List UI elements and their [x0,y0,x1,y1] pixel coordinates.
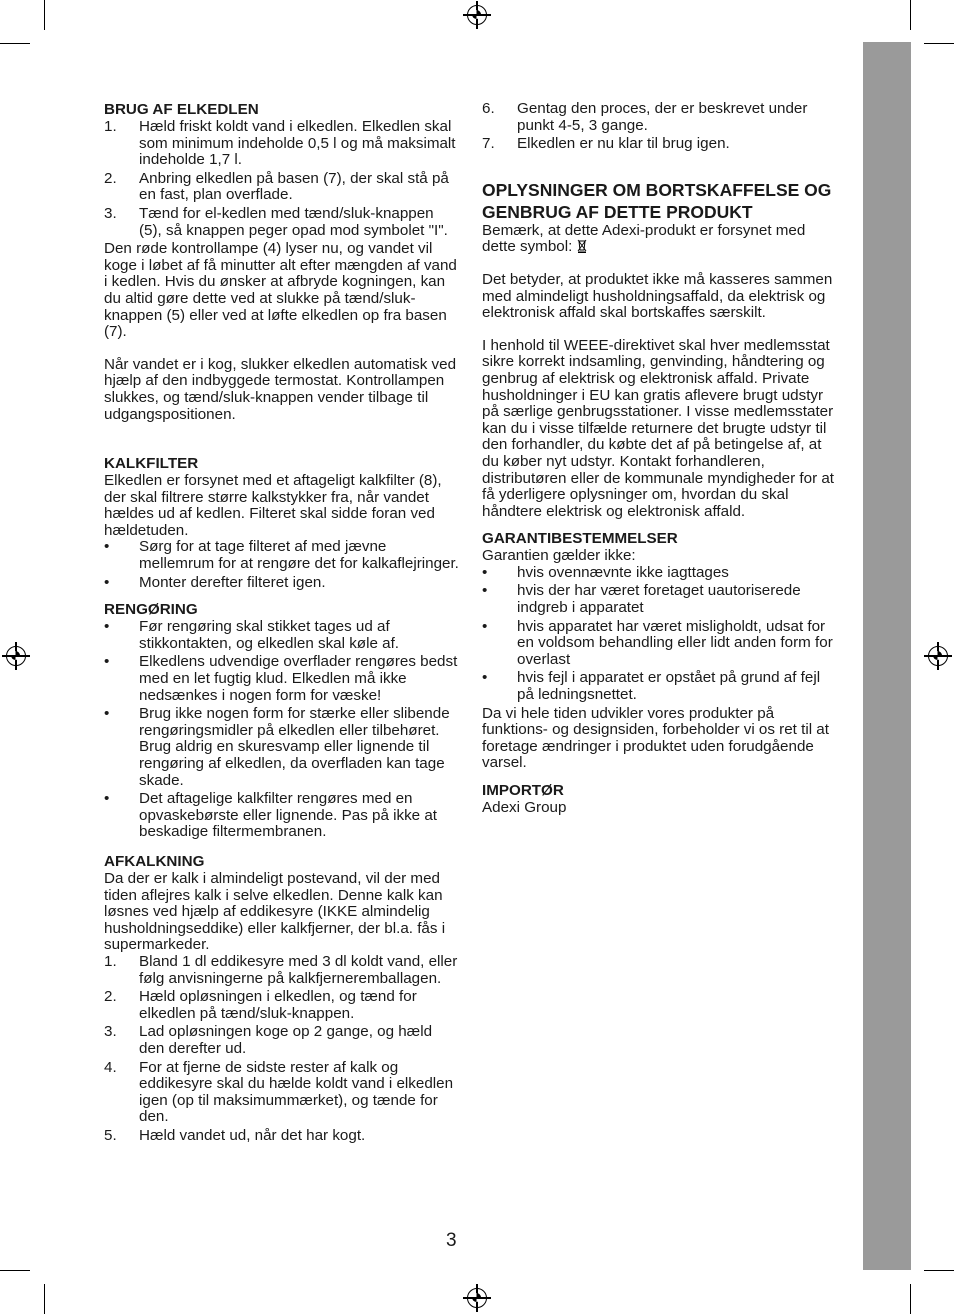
crop-mark [44,1284,45,1314]
list-item: 4. For at fjerne de sidste rester af kalk og eddikesyre skal du hælde koldt vand i elkedlen igen (op til maksimummærket), og tænde for den. [104,1058,454,1126]
paragraph: Når vandet er i kog, slukker elkedlen automatisk ved hjælp af den indbyggede termostat. Kontrollampen slukkes, og tænd/sluk-knappen vender tilbage til udgangspositionen. [104,355,457,423]
registration-mark-icon [928,646,948,666]
list-item: • Det aftagelige kalkfilter rengøres med en opvaskebørste eller lignende. Pas på ikke at beskadige filtermembranen. [104,790,438,841]
crop-mark [924,43,954,44]
list-item: 2. Hæld opløsningen i elkedlen, og tænd for elkedlen på tænd/sluk-knappen. [104,988,417,1022]
afkalkning-steps [104,954,460,1145]
crop-mark [44,0,45,30]
section-heading-kalkfilter: KALKFILTER [104,455,199,473]
paragraph: Det betyder, at produktet ikke må kasseres sammen med almindeligt husholdningsaffald, da elektrisk og elektronisk affald skal bortskaffes særskilt. [482,270,833,322]
garanti-bullets [482,565,836,704]
page-number: 3 [446,1230,457,1251]
paragraph: Bemærk, at dette Adexi-produkt er forsynet med dette symbol: [482,221,806,256]
registration-mark-icon [467,5,487,25]
crop-mark [0,1270,30,1271]
list-item: 2. Anbring elkedlen på basen (7), der skal stå på en fast, plan overflade. [104,169,449,204]
left-column [104,101,460,1146]
brug-steps [104,119,460,239]
list-item: • Elkedlens udvendige overflader rengøres bedst med en let fugtig klud. Elkedlen må ikke nedsænkes i nogen form for væske! [104,653,458,704]
list-item: • Før rengøring skal stikket tages ud af stikkontakten, og elkedlen skal køle af. [104,618,400,652]
section-heading-importor: IMPORTØR [482,782,564,799]
section-heading-rengoring: RENGØRING [104,601,198,619]
list-item: 7. Elkedlen er nu klar til brug igen. [482,135,730,153]
section-heading-afkalkning: AFKALKNING [104,852,205,870]
list-item: 3. Tænd for el-kedlen med tænd/sluk-knappen (5), så knappen peger opad mod symbolet "I". [104,204,448,239]
list-item: • hvis apparatet har været misligholdt, udsat for en voldsom behandling eller lidt anden form for overlast [482,617,833,668]
importer-name: Adexi Group [482,799,567,816]
kalkfilter-bullets [104,539,460,591]
crop-mark [910,0,911,30]
list-item: • Sørg for at tage filteret af med jævne mellemrum for at rengøre det for kalkaflejringer. [104,538,459,573]
afkalkning-steps-continued [482,101,836,153]
paragraph: Den røde kontrollampe (4) lyser nu, og vandet vil koge i løbet af få minutter alt efter mængden af vand i kedlen. Hvis du ønsker at afbryde kogningen, kan du altid gøre dette ved at slukke på tænd/sluk-knappen (5) eller ved at løfte elkedlen op fra basen (7). [104,240,457,341]
crop-mark [924,1270,954,1271]
weee-bin-icon [577,239,587,253]
list-item: 1. Hæld friskt koldt vand i elkedlen. Elkedlen skal som minimum indeholde 0,5 l og må maksimalt indeholde 1,7 l. [104,118,456,169]
section-heading-garanti: GARANTIBESTEMMELSER [482,530,678,548]
section-heading-brug: BRUG AF ELKEDLEN [104,101,259,118]
paragraph: Da vi hele tiden udvikler vores produkter på funktions- og designsiden, forbeholder vi os ret til at foretage ændringer i produktet uden forudgående varsel. [482,704,829,772]
list-item: • hvis der har været foretaget uautoriserede indgreb i apparatet [482,582,801,617]
rengoring-bullets [104,619,460,841]
list-item: • Monter derefter filteret igen. [104,573,326,591]
paragraph: Da der er kalk i almindeligt postevand, vil der med tiden aflejres kalk i selve elkedlen. Denne kalk kan løsnes ved hjælp af eddikesyre (IKKE almindelig husholdningseddike) eller kalkfjerner, der bl.a. fås i supermarkeder. [104,869,446,954]
registration-mark-icon [467,1288,487,1308]
list-item: 1. Bland 1 dl eddikesyre med 3 dl koldt vand, eller følg anvisningerne på kalkfjerneremballagen. [104,952,458,987]
paragraph: I henhold til WEEE-direktivet skal hver medlemsstat sikre korrekt indsamling, genvinding, håndtering og genbrug af elektrisk og elektronisk affald. Private husholdninger i EU kan gratis aflevere brugt udstyr på særlige genbrugsstationer. I visse medlemsstater kan du i visse tilfælde returnere det brugte udstyr til den forhandler, du købte det af på betingelse af, at du køber nyt udstyr. Kontakt forhandleren, distributøren eller de kommunale myndigheder for at få yderligere oplysninger om, hvordan du skal håndtere elektrisk og elektronisk affald. [482,336,835,520]
list-item: 3. Lad opløsningen koge op 2 gange, og hæld den derefter ud. [104,1023,433,1057]
paragraph: Garantien gælder ikke: [482,547,636,565]
registration-mark-icon [6,646,26,666]
list-item: 5. Hæld vandet ud, når det har kogt. [104,1126,366,1144]
list-item: 6. Gentag den proces, der er beskrevet under punkt 4-5, 3 gange. [482,100,808,134]
list-item: • hvis fejl i apparatet er opstået på grund af fejl på ledningsnettet. [482,669,821,704]
section-heading-disposal: OPLYSNINGER OM BORTSKAFFELSE OG GENBRUG AF DETTE PRODUKT [482,179,832,222]
right-column [482,101,836,817]
crop-mark [0,43,30,44]
list-item: • hvis ovennævnte ikke iagttages [482,563,729,581]
crop-mark [910,1284,911,1314]
side-tab [863,42,911,1270]
paragraph: Elkedlen er forsynet med et aftageligt kalkfilter (8), der skal filtrere større kalkstykker fra, når vandet hældes ud af kedlen. Filteret skal sidde foran ved hældetuden. [104,472,442,539]
list-item: • Brug ikke nogen form for stærke eller slibende rengøringsmidler på elkedlen eller tilbehøret. Brug aldrig en skuresvamp eller lignende til rengøring af elkedlen, da overfladen kan tage skade. [104,705,450,789]
